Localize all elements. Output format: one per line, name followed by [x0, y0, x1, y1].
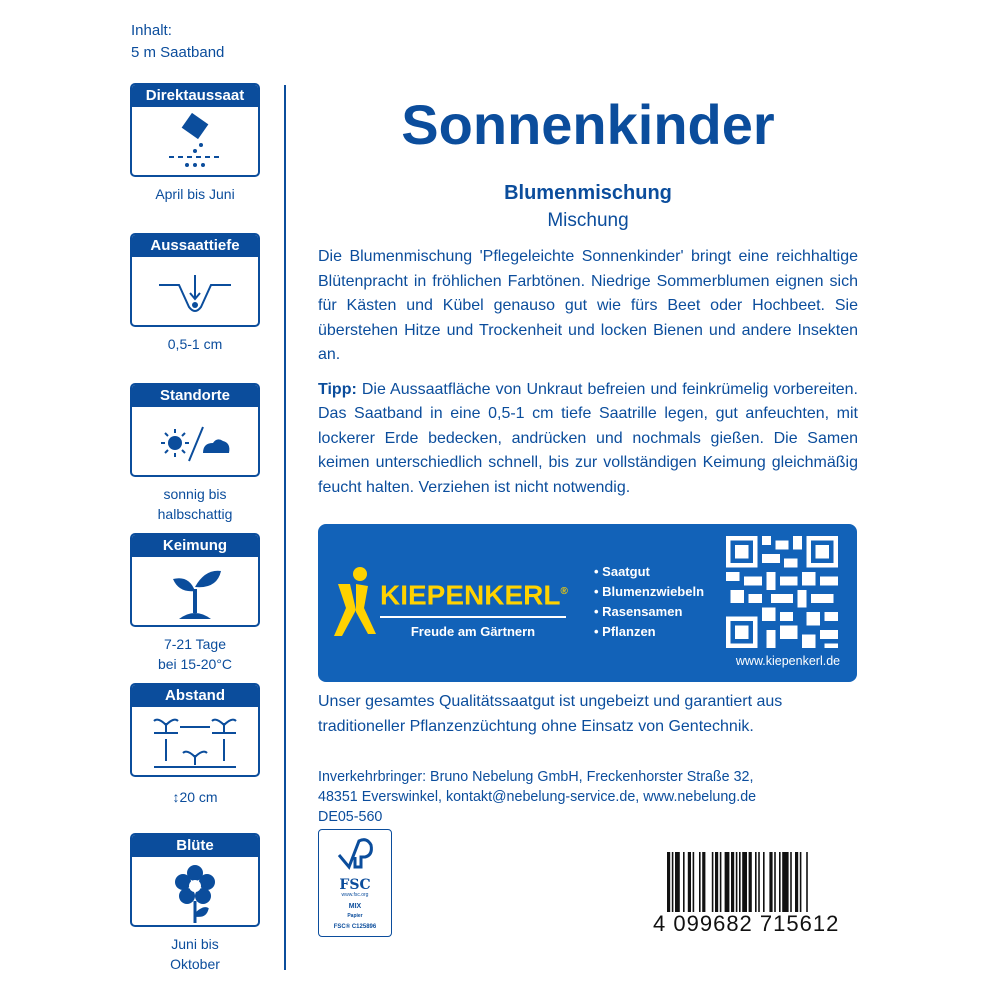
qr-code-icon[interactable] [726, 536, 838, 648]
barcode-bar [742, 852, 747, 912]
barcode-bar [736, 852, 738, 912]
tip-label: Tipp: [318, 380, 357, 398]
icon-header: Standorte [132, 385, 258, 407]
barcode-bar [731, 852, 734, 912]
website-link[interactable]: www.kiepenkerl.de [735, 654, 841, 668]
icon-header: Aussaattiefe [132, 235, 258, 257]
contents-value: 5 m Saatband [131, 44, 225, 61]
kiepenkerl-banner [318, 524, 857, 682]
flower-icon [165, 863, 225, 925]
barcode-bars [653, 852, 858, 912]
contents-info [131, 20, 224, 64]
product-subtitle: Blumenmischung [504, 182, 672, 204]
barcode-bar [667, 852, 670, 912]
icon-label: sonnig bis halbschattig [157, 486, 233, 522]
main-column [318, 245, 858, 937]
product-title: Sonnenkinder [401, 93, 775, 156]
icon-label: Juni bis Oktober [170, 936, 220, 972]
certification-row [318, 829, 858, 937]
divider [284, 85, 286, 970]
barcode-bar [715, 852, 718, 912]
barcode-bar [699, 852, 701, 912]
barcode [653, 852, 858, 937]
distributor-info: Inverkehrbringer: Bruno Nebelung GmbH, Freckenhorster Straße 32, 48351 Everswinkel, kontakt@nebelung-service.de, www.nebelung.de DE05-560 [318, 769, 757, 825]
tip-text: Die Aussaatfläche von Unkraut befreien und feinkrümelig vorbereiten. Das Saatband in eine 0,5-1 cm tiefe Saatrille legen, gut anfeuchten, mit lockerer Erde bedecken, andrücken und nochmals gießen. Die Samen keimen unterschiedlich schnell, bis zur vollständigen Keimung gleichmäßig feucht halten. Verziehen ist nicht notwendig. [318, 380, 858, 496]
barcode-bar [806, 852, 808, 912]
barcode-bar [725, 852, 730, 912]
fsc-tree-icon [335, 833, 375, 873]
barcode-bar [749, 852, 752, 912]
category-item: • Pflanzen [594, 624, 656, 639]
contents-label: Inhalt: [131, 22, 172, 39]
tip [318, 378, 858, 501]
brand-name: KIEPENKERL® [380, 579, 568, 611]
barcode-bar [672, 852, 674, 912]
icon-header: Abstand [132, 685, 258, 707]
icon-box-spacing [130, 683, 260, 777]
barcode-bar [712, 852, 714, 912]
barcode-bar [720, 852, 722, 912]
description: Die Blumenmischung 'Pflegeleichte Sonnenkinder' bringt eine reichhaltige Blütenpracht in fröhlichen Farbtönen. Niedrige Sommerblumen eignen sich für Kästen und Kübel genauso gut wie fürs Beet oder Hochbeet. Sie überstehen Hitze und Trockenheit und locken Bienen und andere Insekten an. [318, 248, 858, 363]
barcode-bar [755, 852, 757, 912]
icon-label: 7-21 Tage bei 15-20°C [157, 636, 233, 672]
barcode-number: 4 099682 715612 [653, 911, 840, 936]
barcode-bar [763, 852, 765, 912]
barcode-bar [688, 852, 691, 912]
icon-box-direct-sowing [130, 83, 260, 177]
icon-header: Direktaussaat [132, 85, 258, 107]
sowing-depth-icon [155, 263, 235, 323]
icon-box-location [130, 383, 260, 477]
sun-shade-icon [155, 413, 235, 473]
icon-box-bloom [130, 833, 260, 927]
fsc-logo: FSC www.fsc.org MIX Papier FSC® C125896 [318, 829, 392, 937]
barcode-bar [758, 852, 760, 912]
barcode-bar [675, 852, 680, 912]
barcode-bar [795, 852, 798, 912]
barcode-bar [769, 852, 772, 912]
icon-label: April bis Juni [155, 186, 235, 202]
quality-statement: Unser gesamtes Qualitätssaatgut ist ungebeizt und garantiert aus traditioneller Pflanzenzüchtung ohne Einsatz von Gentechnik. [318, 693, 783, 735]
barcode-bar [683, 852, 685, 912]
barcode-bar [800, 852, 802, 912]
icon-box-germination [130, 533, 260, 627]
barcode-bar [790, 852, 792, 912]
category-item: • Blumenzwiebeln [594, 584, 705, 599]
icon-header: Keimung [132, 535, 258, 557]
product-variety: Mischung [547, 210, 629, 231]
barcode-bar [779, 852, 781, 912]
brand-underline [380, 616, 566, 618]
icon-box-sowing-depth [130, 233, 260, 327]
icon-label: ↕20 cm [172, 789, 218, 805]
spacing-icon [150, 713, 240, 775]
barcode-bar [782, 852, 788, 912]
barcode-bar [702, 852, 705, 912]
barcode-bar [774, 852, 776, 912]
product-categories [594, 562, 704, 642]
icon-label: 0,5-1 cm [167, 336, 223, 352]
brand-slogan: Freude am Gärtnern [410, 624, 536, 639]
barcode-bar [693, 852, 695, 912]
category-item: • Rasensamen [594, 604, 683, 619]
category-item: • Saatgut [594, 564, 650, 579]
icon-header: Blüte [132, 835, 258, 857]
barcode-bar [739, 852, 741, 912]
seedling-icon [165, 563, 225, 623]
hiker-logo-icon [334, 564, 379, 640]
sowing-icon [165, 113, 225, 173]
